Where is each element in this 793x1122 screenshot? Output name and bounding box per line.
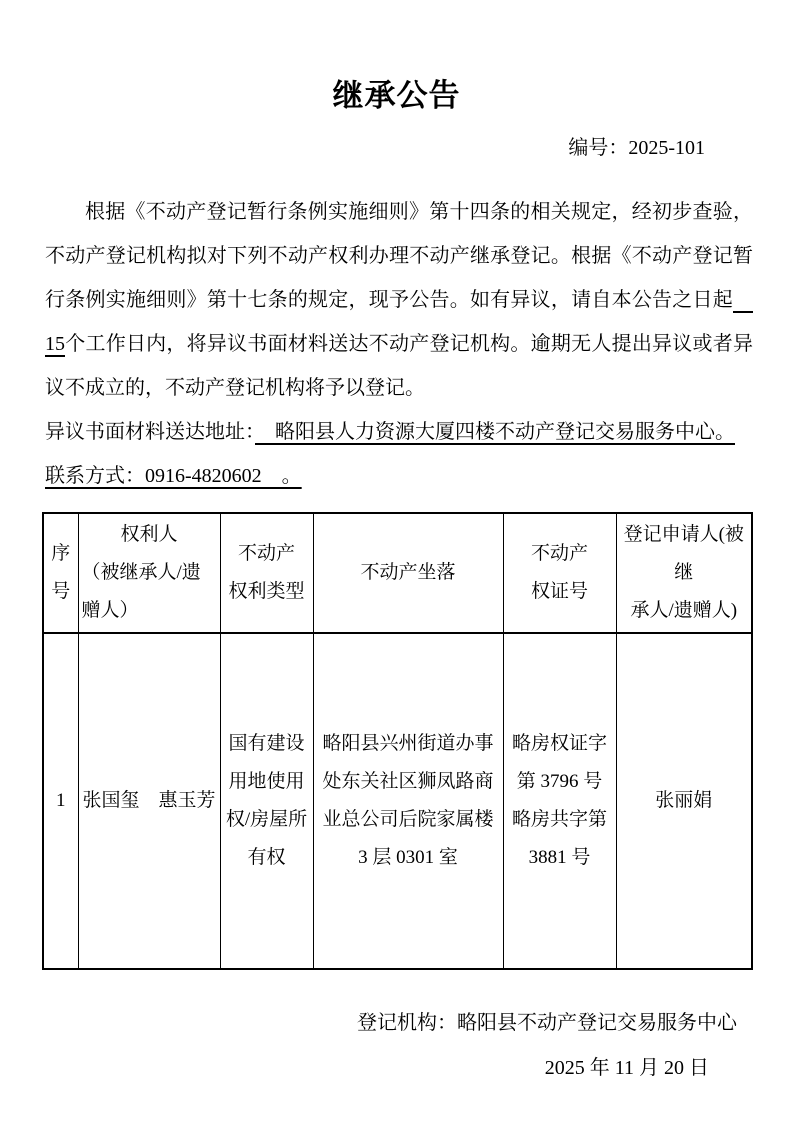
header-right-type-line2: 权利类型 <box>228 581 305 602</box>
table-header-row <box>43 513 752 633</box>
header-applicant-line1: 登记申请人(被继 <box>623 524 744 583</box>
contact-value: 联系方式：0916-4820602 。 <box>45 465 302 487</box>
document-title: 继承公告 <box>332 78 461 113</box>
cell-cert-no-2: 略房共字第 3881 号 <box>511 809 607 868</box>
announcement-paragraph <box>45 190 753 410</box>
header-cert-no-line1: 不动产 <box>530 543 588 564</box>
address-line <box>45 410 753 454</box>
announcement-date: 2025 年 11 月 20 日 <box>544 1057 709 1079</box>
header-holder <box>78 513 220 633</box>
address-label: 异议书面材料送达地址： <box>45 421 255 443</box>
header-seq: 序号 <box>43 513 78 633</box>
contact-line <box>45 454 753 498</box>
cell-right-type: 国有建设用地使用权/房屋所有权 <box>220 633 313 969</box>
header-holder-sub: （被继承人/遗赠人） <box>81 562 201 621</box>
paragraph-intro-text: 根据《不动产登记暂行条例实施细则》第十四条的相关规定，经初步查验，不动产登记机构拟对下列不动产权利办理不动产继承登记。根据《不动产登记暂行条例实施细则》第十七条的规定，现予公告。如有异议，请自本公告之日起 <box>45 201 753 311</box>
header-holder-title: 权利人 <box>120 524 178 545</box>
property-table <box>42 512 753 970</box>
cell-applicant: 张丽娟 <box>616 633 752 969</box>
cell-location: 略阳县兴州街道办事处东关社区狮凤路商业总公司后院家属楼 3 层 0301 室 <box>313 633 503 969</box>
header-applicant <box>616 513 752 633</box>
header-right-type <box>220 513 313 633</box>
address-value: 略阳县人力资源大厦四楼不动产登记交易服务中心。 <box>255 421 735 443</box>
announcement-body <box>45 190 753 498</box>
header-right-type-line1: 不动产 <box>237 543 295 564</box>
header-applicant-line2: 承人/遗赠人) <box>630 600 738 621</box>
registration-org-line: 登记机构：略阳县不动产登记交易服务中心 <box>357 1012 737 1034</box>
cell-seq: 1 <box>43 633 78 969</box>
objection-days-value: 15 <box>45 289 753 355</box>
cell-holder: 张国玺 惠玉芳 <box>78 633 220 969</box>
doc-number: 编号：2025-101 <box>568 137 705 159</box>
header-location: 不动产坐落 <box>313 513 503 633</box>
cell-cert-no <box>503 633 616 969</box>
header-cert-no-line2: 权证号 <box>530 581 588 602</box>
cell-cert-no-1: 略房权证字第 3796 号 <box>511 733 607 792</box>
paragraph-outro-text: 个工作日内，将异议书面材料送达不动产登记机构。逾期无人提出异议或者异议不成立的，不动产登记机构将予以登记。 <box>45 333 753 399</box>
table-row <box>43 633 752 969</box>
header-cert-no <box>503 513 616 633</box>
